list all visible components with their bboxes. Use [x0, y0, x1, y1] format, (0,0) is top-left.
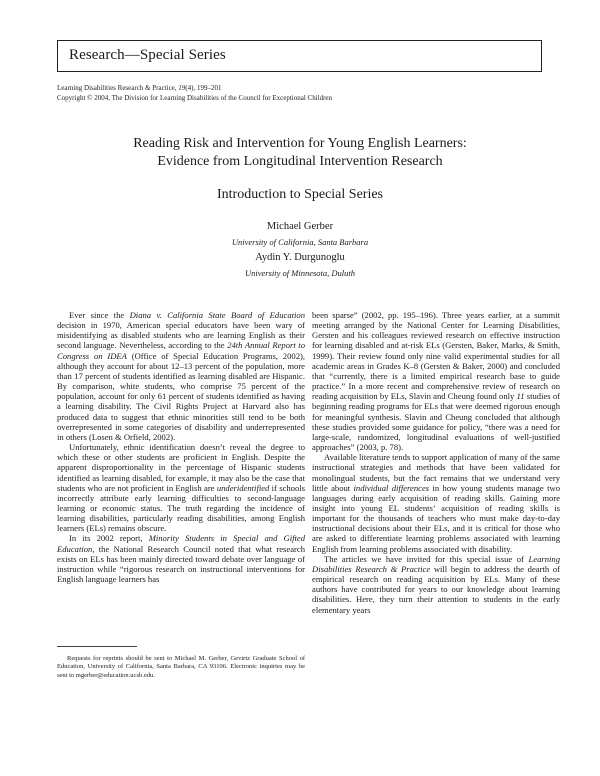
series-header: Research—Special Series — [69, 47, 226, 63]
paragraph: been sparse” (2002, pp. 195–196). Three years earlier, at a summit meeting arranged by the National Center for Learning Disabilities, Gersten and his colleagues reviewed research on effective instruction for learning disabled and at-risk ELs (Gersten, Baker, Marks, & Smith, 1999). Their review found only nine valid experimental studies for all academic areas in Grades K–8 (Gersten & Baker, 2000) and concluded that “currently, there is a limited empirical research base to guide practice.” In a more recent and comprehensive review of research on reading acquisition by ELs, Slavin and Cheung found only 11 studies of beginning reading programs for ELs that were deemed rigorous enough for meaningful synthesis. Slavin and Cheung concluded that although these studies provided some guidance for policy, “there was a need for large-scale, randomized, longitudinal evaluations of well-justified approaches” (2003, p. 78). — [312, 310, 560, 453]
journal-copyright: Copyright © 2004, The Division for Learning Disabilities of the Council for Exceptional Children — [57, 93, 333, 102]
title-line-1: Reading Risk and Intervention for Young English Learners: — [133, 136, 467, 151]
paragraph: Unfortunately, ethnic identification doesn’t reveal the degree to which these or other students are proficient in English. Despite the apparent disproportionality in the percentage of Hispanic students identified as learning disabled, for example, it may also be the case that students who are not proficient in English are underidentified if schools incorrectly attribute early learning difficulties to second-language learning or economic status. The truth regarding the incidence of learning disabilities, particularly reading disabilities, among English learners (ELs) remains obscure. — [57, 442, 306, 534]
footnote-divider — [57, 646, 137, 647]
author-affiliation: University of Minnesota, Duluth — [244, 268, 355, 278]
article-title — [0, 135, 600, 171]
footnote: Requests for reprints should be sent to Michael M. Gerber, Gevirtz Graduate School of Education, University of California, Santa Barbara, CA 93106. Electronic inquiries may be sent to mgerber@education.ucsb.edu. — [57, 655, 305, 679]
body-column-right — [312, 310, 560, 615]
author-name: Michael Gerber — [266, 221, 334, 232]
journal-info — [57, 84, 332, 103]
series-header-box — [57, 40, 542, 72]
journal-citation: Learning Disabilities Research & Practice, 19(4), 199–201 — [57, 84, 222, 92]
body-column-left — [57, 310, 305, 584]
author-affiliation: University of California, Santa Barbara — [231, 237, 369, 247]
article-subtitle: Introduction to Special Series — [216, 187, 384, 202]
paragraph: Available literature tends to support application of many of the same instructional strategies and methods that have been validated for monolingual students, but the fact remains that we understand very little about individual differences in how young students manage two languages during early acquisition of reading skills. Gaining more insight into young EL students’ acquisition of reading skills is important for the thousands of teachers who must make day-to-day instructional decisions about their ELs, and it is critical for those who are asked to differentiate learning problems associated with learning English from learning problems associated with disability. — [312, 452, 560, 554]
paragraph: The articles we have invited for this special issue of Learning Disabilities Research & Practice will begin to address the dearth of empirical research on reading acquisition by ELs. Many of these authors have contributed for years to our knowledge about learning disabilities. Here, they turn their attention to students in the early elementary years — [312, 553, 560, 615]
paragraph: In its 2002 report, Minority Students in Special and Gifted Education, the National Research Council noted that what research exists on ELs has been mainly directed toward debate over language of instruction while “rigorous research on instructional interventions for English language learners has — [57, 533, 305, 585]
author-name: Aydin Y. Durgunoglu — [255, 252, 345, 263]
paragraph: Ever since the Diana v. California State Board of Education decision in 1970, American special educators have been wary of misidentifying as disabled students who are learning English as their second language. Nevertheless, according to the 24th Annual Report to Congress on IDEA (Office of Special Education Programs, 2002), although they account for about 12–13 percent of the population, more than 17 percent of students identified as learning disabled are Hispanic. By comparison, white students, who comprise 75 percent of the population, account for only 61 percent of students identified as having a learning disability. The Civil Rights Project at Harvard also has produced data to suggest that ethnic minorities still tend to be both overrepresented in some categories of disability and underrepresented in others (Losen & Orfield, 2002). — [57, 310, 306, 442]
title-line-2: Evidence from Longitudinal Intervention Research — [157, 154, 443, 169]
